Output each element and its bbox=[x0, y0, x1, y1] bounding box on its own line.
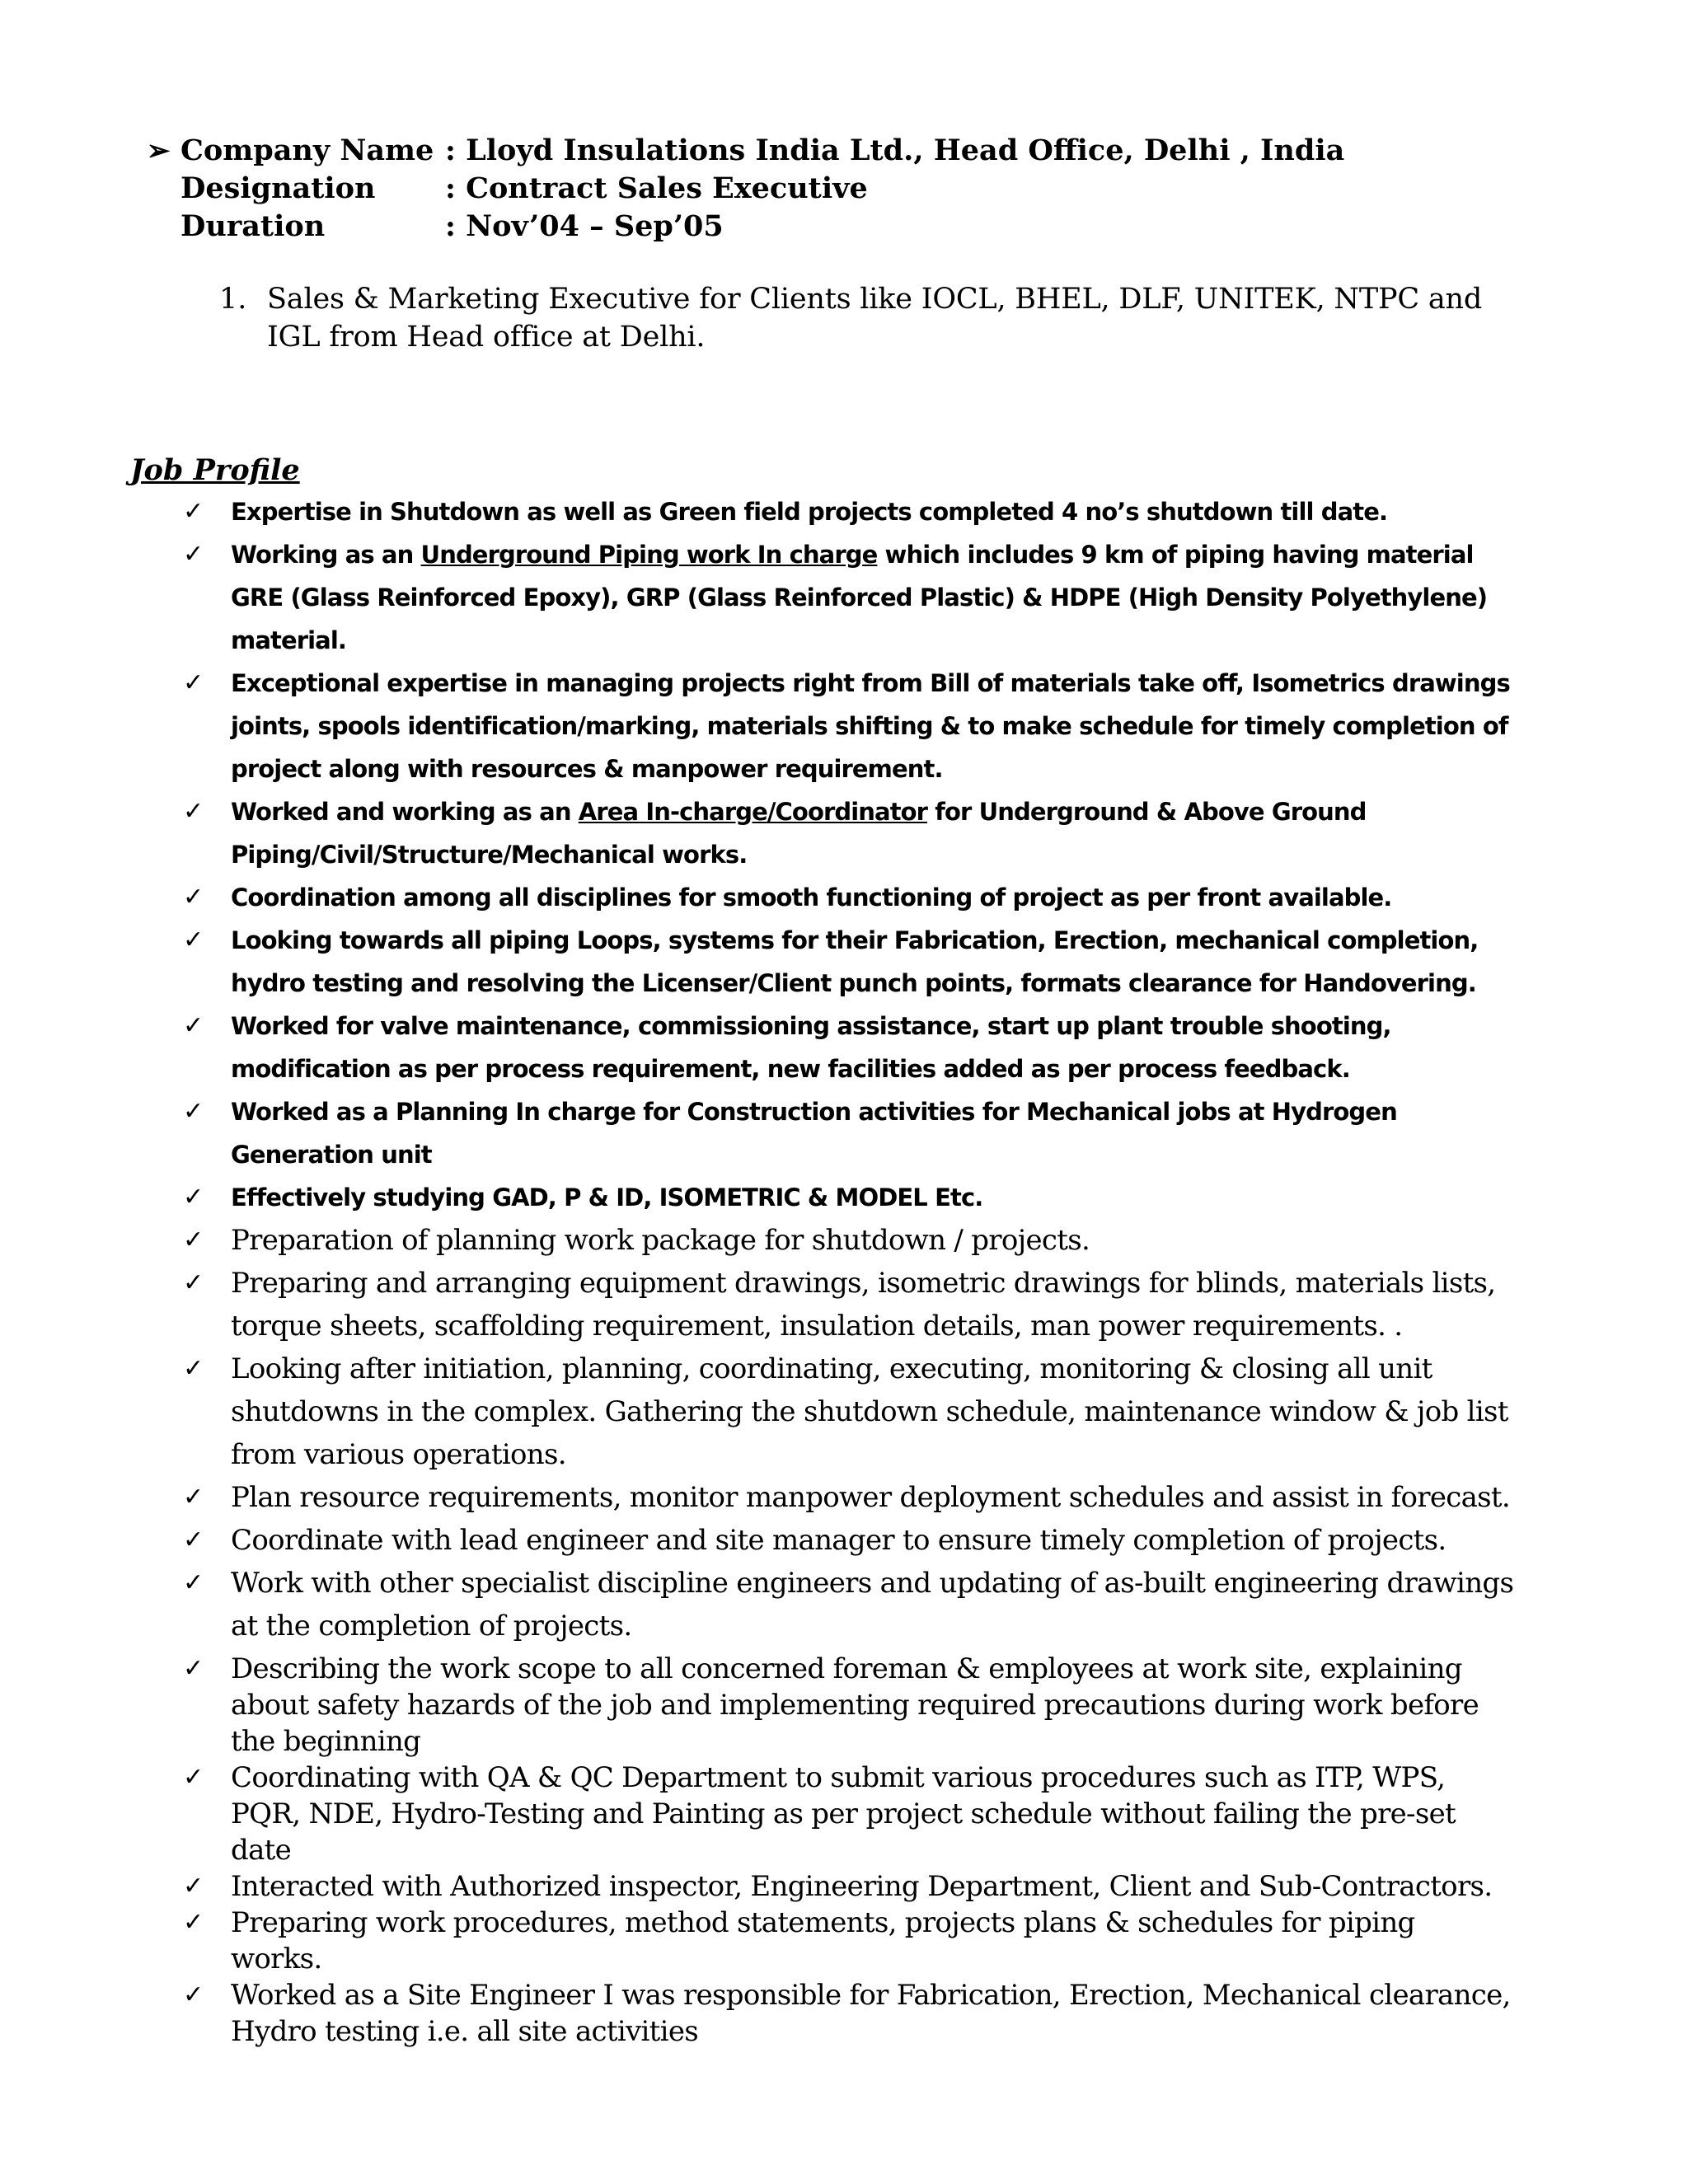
company-name-row bbox=[147, 132, 1548, 170]
checkmark-icon: ✓ bbox=[183, 1980, 204, 2009]
designation-value: : Contract Sales Executive bbox=[445, 171, 868, 205]
list-item bbox=[183, 1005, 1514, 1090]
list-item-text-post: which includes 9 km of piping having material GRE (Glass Reinforced Epoxy), GRP (Glass Reinforced Plastic) & HDPE (High Density Polyethylene) material. bbox=[231, 541, 1488, 654]
list-item-text: Coordinating with QA & QC Department to submit various procedures such as ITP, WPS, PQR, NDE, Hydro-Testing and Painting as per project schedule without failing the pre-set date bbox=[231, 1761, 1456, 1867]
list-item bbox=[183, 1176, 1514, 1219]
list-item-text: Expertise in Shutdown as well as Green field projects completed 4 no’s shutdown till date. bbox=[231, 498, 1388, 526]
checkmark-icon: ✓ bbox=[183, 1568, 204, 1597]
checkmark-icon: ✓ bbox=[183, 1268, 204, 1297]
area-incharge-role: Area In-charge/Coordinator bbox=[578, 798, 928, 826]
list-item-text: Looking after initiation, planning, coordinating, executing, monitoring & closing all unit shutdowns in the complex. Gathering the shutdown schedule, maintenance window & job list from various operations. bbox=[231, 1352, 1508, 1471]
list-item-text: Plan resource requirements, monitor manpower deployment schedules and assist in forecast. bbox=[231, 1481, 1511, 1514]
duration-label: Duration bbox=[181, 209, 326, 243]
company-name-label: Company Name bbox=[181, 134, 434, 167]
list-item bbox=[183, 1868, 1514, 1905]
list-item bbox=[183, 1347, 1514, 1476]
list-item-text: Preparation of planning work package for shutdown / projects. bbox=[231, 1224, 1090, 1257]
list-item-text: Preparing work procedures, method statements, projects plans & schedules for piping works. bbox=[231, 1906, 1415, 1975]
checkmark-icon: ✓ bbox=[183, 497, 204, 526]
checkmark-icon: ✓ bbox=[183, 1011, 204, 1040]
checkmark-icon: ✓ bbox=[183, 926, 204, 954]
list-item-text: Worked as a Planning In charge for Construction activities for Mechanical jobs at Hydrogen Generation unit bbox=[231, 1098, 1397, 1169]
list-item-text: Coordination among all disciplines for smooth functioning of project as per front available. bbox=[231, 883, 1392, 912]
checkmark-icon: ✓ bbox=[183, 1908, 204, 1937]
list-item-text: Looking towards all piping Loops, systems for their Fabrication, Erection, mechanical completion, hydro testing and resolving the Licenser/Client punch points, formats clearance for Handovering. bbox=[231, 926, 1479, 997]
checkmark-icon: ✓ bbox=[183, 540, 204, 569]
checkmark-icon: ✓ bbox=[183, 1483, 204, 1511]
list-item bbox=[183, 919, 1514, 1005]
list-item-text: Work with other specialist discipline engineers and updating of as-built engineering drawings at the completion of projects. bbox=[231, 1567, 1514, 1643]
checkmark-icon: ✓ bbox=[183, 883, 204, 912]
list-item bbox=[183, 1519, 1514, 1562]
list-item bbox=[183, 1651, 1514, 1760]
checkmark-icon: ✓ bbox=[183, 668, 204, 697]
list-item bbox=[183, 790, 1514, 876]
duration-value: : Nov’04 – Sep’05 bbox=[445, 209, 724, 243]
list-item bbox=[183, 1760, 1514, 1868]
list-item-text: Coordinate with lead engineer and site manager to ensure timely completion of projects. bbox=[231, 1524, 1447, 1557]
list-item bbox=[183, 1090, 1514, 1176]
list-item-text: Preparing and arranging equipment drawings, isometric drawings for blinds, materials lists, torque sheets, scaffolding requirement, insulation details, man power requirements. . bbox=[231, 1267, 1496, 1343]
list-item bbox=[183, 1219, 1514, 1262]
list-item-text-pre: Working as an bbox=[231, 541, 421, 569]
responsibility-text: Sales & Marketing Executive for Clients like IOCL, BHEL, DLF, UNITEK, NTPC and IGL from Head office at Delhi. bbox=[267, 283, 1483, 354]
checkmark-icon: ✓ bbox=[183, 797, 204, 826]
checkmark-icon: ✓ bbox=[183, 1183, 204, 1212]
checkmark-icon: ✓ bbox=[183, 1226, 204, 1254]
list-item-text: Interacted with Authorized inspector, Engineering Department, Client and Sub-Contractors. bbox=[231, 1870, 1493, 1903]
list-item bbox=[183, 1977, 1514, 2050]
list-item bbox=[183, 876, 1514, 919]
list-item bbox=[183, 1905, 1514, 1977]
list-item-text: Worked for valve maintenance, commissioning assistance, start up plant trouble shooting, modification as per process requirement, new facilities added as per process feedback. bbox=[231, 1012, 1391, 1083]
list-item-text: Exceptional expertise in managing projects right from Bill of materials take off, Isometrics drawings joints, spools identification/marking, materials shifting & to make schedule for timely completion of project along with resources & manpower requirement. bbox=[231, 669, 1510, 783]
company-details bbox=[147, 132, 1548, 246]
list-item bbox=[183, 1262, 1514, 1347]
checkmark-icon: ✓ bbox=[183, 1654, 204, 1683]
list-item-text-pre: Worked and working as an bbox=[231, 798, 579, 826]
designation-row bbox=[147, 170, 1548, 208]
checkmark-icon: ✓ bbox=[183, 1526, 204, 1554]
responsibility-item bbox=[219, 280, 1513, 356]
duration-row bbox=[147, 208, 1548, 246]
checkmark-icon: ✓ bbox=[183, 1763, 204, 1792]
list-item bbox=[183, 490, 1514, 533]
item-number: 1. bbox=[219, 283, 247, 316]
checkmark-icon: ✓ bbox=[183, 1354, 204, 1383]
underground-piping-role: Underground Piping work In charge bbox=[420, 541, 878, 569]
job-profile-list bbox=[183, 490, 1514, 2050]
arrow-bullet-icon: ➢ bbox=[147, 134, 171, 167]
list-item bbox=[183, 662, 1514, 790]
list-item-text: Worked as a Site Engineer I was responsible for Fabrication, Erection, Mechanical clearance, Hydro testing i.e. all site activities bbox=[231, 1979, 1511, 2048]
list-item bbox=[183, 1476, 1514, 1519]
list-item bbox=[183, 533, 1514, 662]
checkmark-icon: ✓ bbox=[183, 1097, 204, 1126]
list-item-text: Describing the work scope to all concerned foreman & employees at work site, explaining about safety hazards of the job and implementing required precautions during work before the beginning bbox=[231, 1652, 1479, 1758]
list-item-text-post: for Underground & Above Ground Piping/Civil/Structure/Mechanical works. bbox=[231, 798, 1367, 869]
job-profile-heading: Job Profile bbox=[130, 453, 300, 487]
checkmark-icon: ✓ bbox=[183, 1872, 204, 1900]
list-item-text: Effectively studying GAD, P & ID, ISOMETRIC & MODEL Etc. bbox=[231, 1183, 983, 1212]
list-item bbox=[183, 1562, 1514, 1647]
company-name-value: : Lloyd Insulations India Ltd., Head Office, Delhi , India bbox=[445, 134, 1345, 167]
designation-label: Designation bbox=[181, 171, 376, 205]
